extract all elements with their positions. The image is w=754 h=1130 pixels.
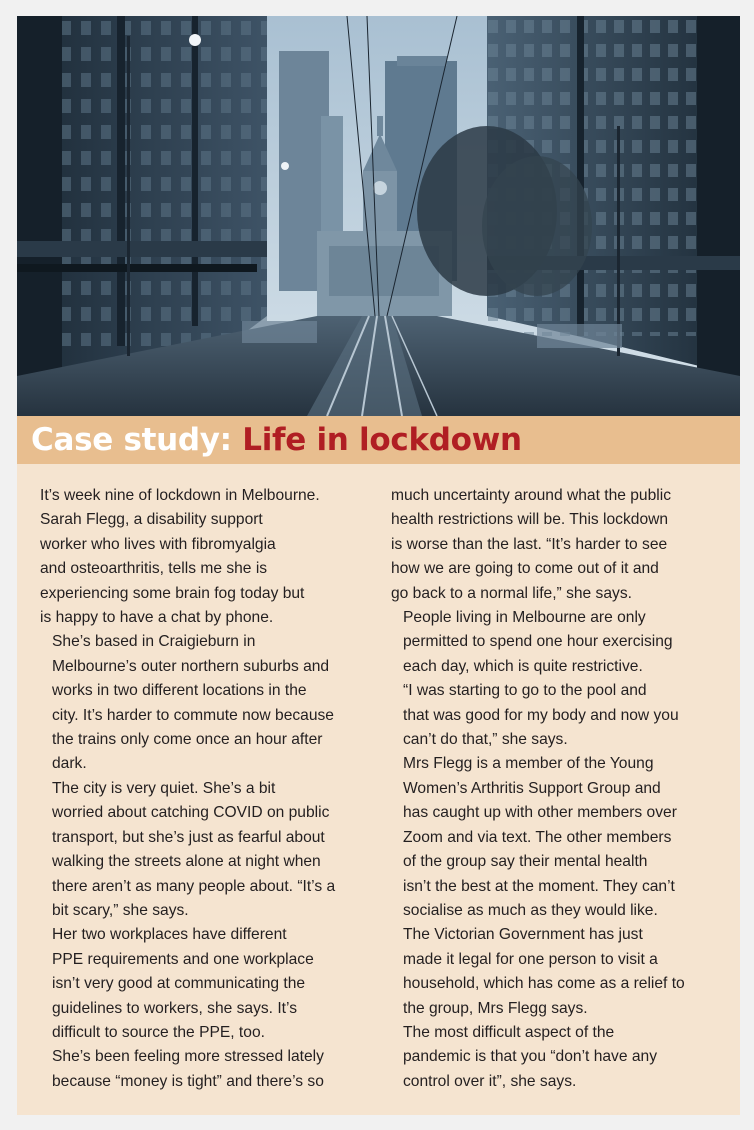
article-page — [17, 16, 740, 1115]
text-line: Women’s Arthritis Support Group and — [403, 779, 661, 797]
text-line: guidelines to workers, she says. It’s — [52, 999, 297, 1017]
text-line: there aren’t as many people about. “It’s a — [52, 877, 336, 895]
text-line: because “money is tight” and there’s so — [52, 1072, 324, 1090]
text-line: the group, Mrs Flegg says. — [403, 999, 588, 1017]
article-column-right — [391, 484, 726, 1094]
article-paragraph — [391, 484, 726, 606]
text-line: The most difficult aspect of the — [403, 1023, 615, 1041]
text-line: Sarah Flegg, a disability support — [40, 511, 263, 529]
text-line: household, which has come as a relief to — [403, 975, 685, 993]
text-line: can’t do that,” she says. — [403, 731, 568, 749]
text-line: made it legal for one person to visit a — [403, 950, 658, 968]
text-line: of the group say their mental health — [403, 853, 648, 871]
text-line: experiencing some brain fog today but — [40, 584, 305, 602]
page-title — [31, 419, 522, 461]
text-line: worried about catching COVID on public — [52, 804, 330, 822]
article-paragraph — [391, 606, 726, 679]
title-prefix: Case study: — [31, 422, 232, 458]
text-line: Her two workplaces have different — [52, 926, 287, 944]
article-paragraph — [40, 484, 370, 630]
text-line: permitted to spend one hour exercising — [403, 633, 673, 651]
text-line: much uncertainty around what the public — [391, 487, 671, 504]
text-line: is worse than the last. “It’s harder to see — [391, 535, 668, 553]
title-banner — [17, 416, 740, 464]
article-paragraph — [40, 777, 370, 923]
text-line: that was good for my body and now you — [403, 706, 679, 724]
text-line: Mrs Flegg is a member of the Young — [403, 755, 654, 773]
text-line: dark. — [52, 755, 87, 773]
melbourne-street-photo — [17, 16, 740, 416]
text-line: worker who lives with fibromyalgia — [40, 535, 276, 553]
text-line: each day, which is quite restrictive. — [403, 657, 643, 675]
article-paragraph — [40, 923, 370, 1045]
text-line: bit scary,” she says. — [52, 901, 189, 919]
title-accent: Life in lockdown — [242, 422, 522, 458]
text-line: Zoom and via text. The other members — [403, 828, 672, 846]
text-line: She’s been feeling more stressed lately — [52, 1048, 324, 1066]
text-line: control over it”, she says. — [403, 1072, 577, 1090]
text-line: PPE requirements and one workplace — [52, 950, 314, 968]
article-paragraph — [40, 1045, 370, 1094]
text-line: It’s week nine of lockdown in Melbourne. — [40, 487, 320, 504]
text-line: difficult to source the PPE, too. — [52, 1023, 265, 1041]
text-line: go back to a normal life,” she says. — [391, 584, 632, 602]
text-line: isn’t the best at the moment. They can’t — [403, 877, 675, 895]
article-paragraph — [391, 679, 726, 752]
text-line: health restrictions will be. This lockdown — [391, 511, 669, 529]
article-paragraph — [40, 630, 370, 776]
article-paragraph — [391, 752, 726, 923]
text-line: The city is very quiet. She’s a bit — [52, 779, 276, 797]
text-line: People living in Melbourne are only — [403, 609, 646, 627]
text-line: the trains only come once an hour after — [52, 731, 323, 749]
text-line: works in two different locations in the — [52, 682, 307, 700]
text-line: isn’t very good at communicating the — [52, 975, 306, 993]
article-paragraph — [391, 1021, 726, 1094]
text-line: Melbourne’s outer northern suburbs and — [52, 657, 330, 675]
text-line: has caught up with other members over — [403, 804, 677, 822]
text-line: and osteoarthritis, tells me she is — [40, 560, 268, 578]
text-line: transport, but she’s just as fearful about — [52, 828, 325, 846]
text-line: “I was starting to go to the pool and — [403, 682, 647, 700]
text-line: socialise as much as they would like. — [403, 901, 658, 919]
text-line: walking the streets alone at night when — [52, 853, 321, 871]
text-line: city. It’s harder to commute now because — [52, 706, 334, 724]
text-line: She’s based in Craigieburn in — [52, 633, 256, 651]
text-line: how we are going to come out of it and — [391, 560, 659, 578]
article-paragraph — [391, 923, 726, 1021]
text-line: pandemic is that you “don’t have any — [403, 1048, 657, 1066]
article-column-left — [40, 484, 370, 1094]
text-line: The Victorian Government has just — [403, 926, 643, 944]
text-line: is happy to have a chat by phone. — [40, 609, 274, 627]
